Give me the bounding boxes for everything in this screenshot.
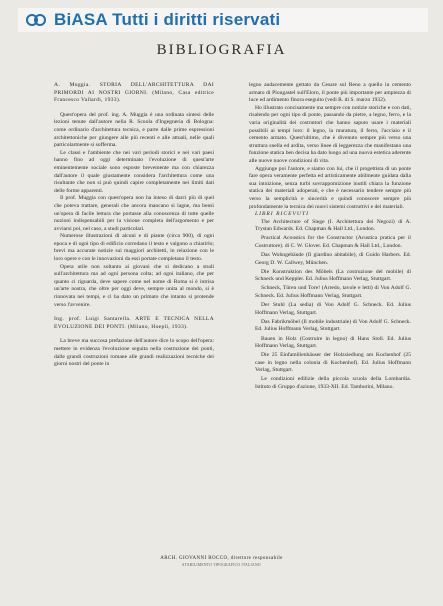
paragraph: Le classi e l'ambiente che nei vari periodi storici e nei vari paesi hanno fino ad oggi determinato l'evoluzione di quest'arte eminentemente sociale sono esposte brevemente ma con chiarezza dall'autore il quale giustamente considera l'architettura come una risultante che non si può quindi capire completamente nei limiti dati delle forme apparenti. bbox=[54, 149, 214, 194]
paragraph: Ho illustrato concisamente ma sempre con notizie storiche e con dati, risalendo per ogni tipo di ponte, passando da pietre, a legno, ferro, e la varia originalità dei costruttori che hanno saputo usare i materiali possibili ai tempi loro: il legno, la muratura, il ferro, l'acciaio e il cemento armato. Quest'ultimo, che è divenuto sempre più verso una struttura snella ed ardita, verso linee di leggerezza che manifestano una funzione statica ben decisa ha dato luogo ad una nuova estetica aderente alle nuove nuove condizioni di vita. bbox=[249, 104, 411, 164]
book-entry: Le condizioni edilizie della piccola scuola della Lombardia. Istituto di Gruppo d'azione, 1933-XII. Ed. Tamburini, Milano. bbox=[255, 376, 411, 391]
biasa-logo-icon bbox=[26, 12, 46, 28]
book-entry: Der Stuhl (La sedia) di Von Adolf G. Schneck. Ed. Julius Hoffmann Verlag, Stuttgart. bbox=[255, 302, 411, 316]
paragraph: Il prof. Muggia con quest'opera non ha inteso di darci più di quel che poteva trattare, generali che ancora mancano si lagne, ma bensì un'opera di facile lettura che portasse alla conoscenza di tutte quelle nozioni indispensabili per la visione completa dell'argomento e per avviarsi poi, nel caso, a studi particolari. bbox=[54, 195, 214, 232]
book-entry: Das Wohngebäude (Il giardino abitabile), di Guido Harbers. Ed. Georg D. W. Callwey, München. bbox=[255, 252, 411, 266]
book-entry: Die Konstruktion des Möbels (La costruzione del mobile) di Schneck und Keppler. Ed. Julius Hoffmann Verlag, Stuttgart. bbox=[255, 268, 411, 283]
paragraph: Aggiunge poi l'autore, e siamo con lui, che il progettista di un ponte fare opera veramente perfetta ed artisticamente abilmente guidata dalla sua intuizione, senza turbi sovrappomizione inutili chiara la funzione statica dei materiali adoperati, e che è necessario tendere sempre più verso la semplicità e sincerità e quindi conoscere sempre più profondamente la tecnica dei nuovi sistemi costruttivi e dei materiali. bbox=[249, 165, 411, 210]
book-entry: Das Fabrikmöbel (Il mobile industriale) di Von Adolf G. Schneck. Ed. Julius Hoffmann Verlag, Stuttgart. bbox=[255, 318, 411, 333]
page-title: BIBLIOGRAFIA bbox=[156, 42, 287, 58]
paragraph: Numerose illustrazioni di alcuni e di piante (circa 900), di ogni epoca e di ogni tipo di edificio corredano il testo e valgono a chiarirlo; brevi ma accurate notizie sui maggiori architetti, in relazione con le loro opere e con le innovazioni da essi portate completano il testo. bbox=[54, 233, 214, 263]
paragraph: Quest'opera del prof. ing. A. Muggia è una ordinata sintesi delle lezioni tenute dall'autore nella R. Scuola d'Ingegneria di Bologna: come ordinario d'architettura tecnica, e parte dalle prime espressioni architettoniche per giungere alle più recenti e alle attuali, nelle quali particolarmente si sofferma. bbox=[54, 111, 214, 149]
paragraph: Opera utile non soltanto ai giovani che si dedicano a studi sull'architettura ma ad ogni persona colta; ad ogni italiano, che per quanto ci riguarda, deve sapere come nel nome di Roma si è intrisa un'arte nostra, che oltre per oggi deve, sempre unita al mondo, si è rinnovata nei tempi, e ci ha dato un primato che intanto si protende verso l'avvenire. bbox=[54, 263, 214, 308]
editor-credit: ARCH. GIOVANNI ROCCO, direttore responsabile bbox=[160, 556, 283, 561]
review-heading-1: A. Muggia. STORIA DELL'ARCHITETTURA DAI PRIMORDI AI NOSTRI GIORNI. (Milano, Casa editrice Francesco Vallardi, 1933). bbox=[54, 82, 214, 104]
book-entry: Bauen in Holz (Costruire in legno) di Hans Stoll. Ed. Julius Hoffmann Verlag, Stuttgart. bbox=[255, 335, 411, 350]
book-entry: Practical Acoustics for the Constructor (Acustica pratica per il Costruttore). di C. W. Glover. Ed. Chapman & Hall Ltd., London. bbox=[255, 235, 411, 249]
section-title: LIBRI RICEVUTI bbox=[255, 211, 309, 218]
book-entry: Schneck, Türen und Tore! (Arredo, tavole e letti) di Von Adolf G. Schneck. Ed. Julius Hoffmann Verlag, Stuttgart. bbox=[255, 285, 411, 300]
watermark-banner bbox=[18, 8, 428, 32]
paragraph: La breve ma succosa prefazione dell'autore dice lo scopo dell'opera: mettere in evidenza l'evoluzione seguita nella costruzione dei ponti, dalle grandi costruzioni romane alle grandi realizzazioni tecniche dei giorni nostri del ponte in bbox=[54, 338, 214, 368]
left-column bbox=[54, 82, 214, 369]
right-column bbox=[249, 82, 411, 393]
review-heading-2: Ing. prof. Luigi Santarella. ARTE E TECNICA NELLA EVOLUZIONE DEI PONTI. (Milano, Hoepli, 1933). bbox=[54, 316, 214, 330]
book-entry: Die 25 Einfamilienhäuser der Holzsiedlung am Kochenhof (25 case in legno nella colonia di Kochenhof). Ed. Julius Hoffmann Verlag, Stuttgart. bbox=[255, 352, 411, 374]
watermark-text: BiASA Tutti i diritti riservati bbox=[54, 10, 281, 29]
book-entry: The Architecture of Siege (I. Architettura dei Negozi) di A. Trystan Edwards. Ed. Chapman & Hall Ltd., London. bbox=[255, 218, 411, 233]
printer-credit: STABILIMENTO TIPOGRAFICO ITALIANO bbox=[182, 563, 261, 567]
paragraph: legno audacemente gettato da Cesare sul Reno a quello in cemento armato di Plougastel sull'Elorn, il ponte più importante per ampiezza di luce ed ardimento finora eseguito (vedi R. di S. marzo 1932). bbox=[249, 82, 411, 104]
